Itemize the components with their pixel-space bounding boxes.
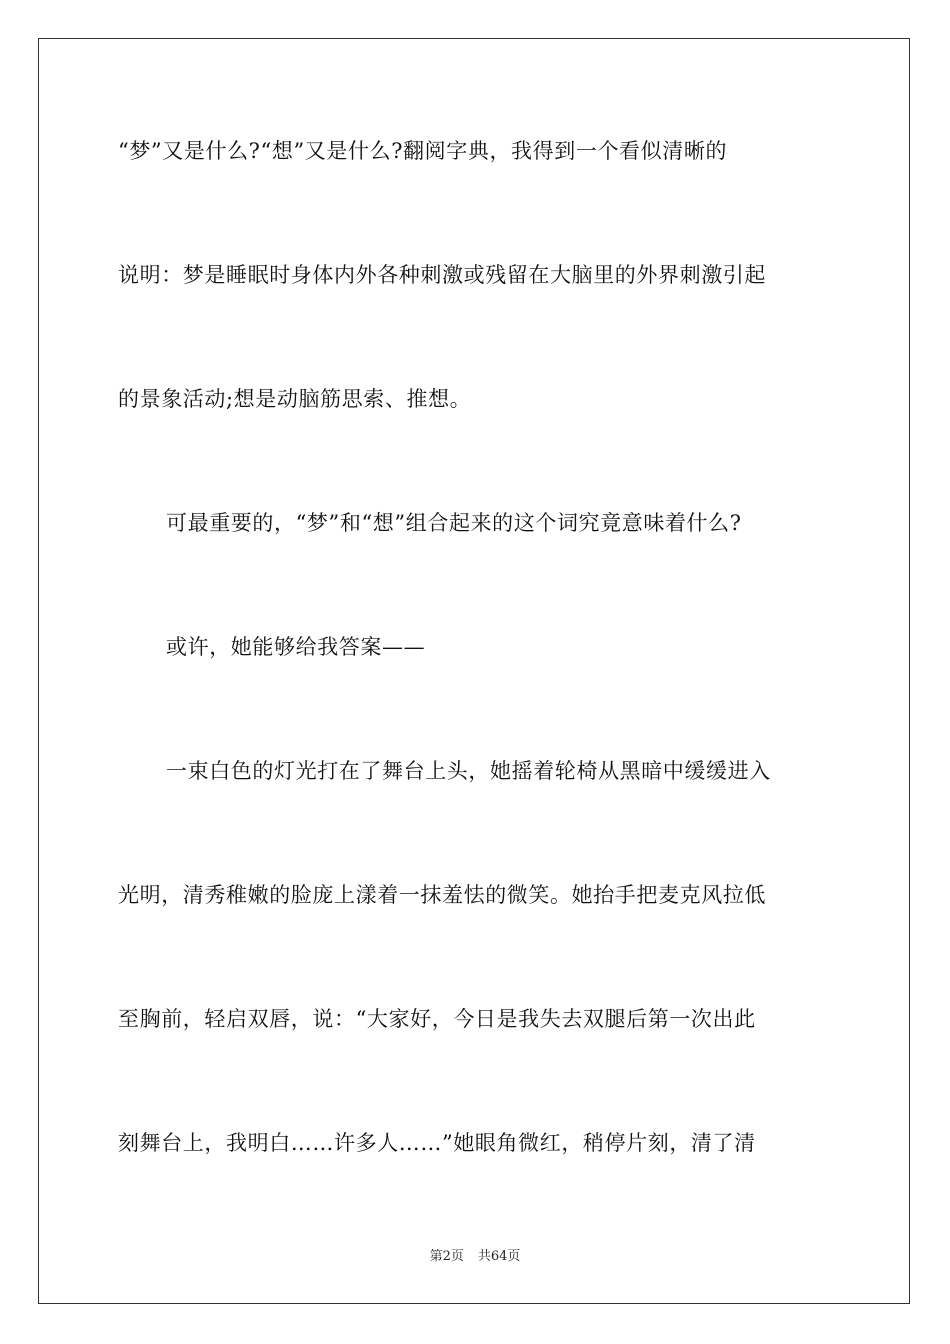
page-footer [0,1248,950,1266]
total-pages: 共64页 [477,1249,521,1264]
paragraph-start-line: 可最重要的，“梦”和“想”组合起来的这个词究竟意味着什么? [166,511,742,535]
page-border [38,38,910,1304]
text-line: 至胸前，轻启双唇，说：“大家好，今日是我失去双腿后第一次出此 [118,1007,756,1031]
page-number: 第2页 [429,1249,464,1264]
text-line: 说明：梦是睡眠时身体内外各种刺激或残留在大脑里的外界刺激引起 [118,263,766,287]
paragraph-start-line: 或许，她能够给我答案—— [166,635,426,659]
text-line: 光明，清秀稚嫩的脸庞上漾着一抹羞怯的微笑。她抬手把麦克风拉低 [118,883,766,907]
paragraph-start-line: 一束白色的灯光打在了舞台上头，她摇着轮椅从黑暗中缓缓进入 [166,759,771,783]
text-line: 的景象活动;想是动脑筋思索、推想。 [118,387,472,411]
text-line: 刻舞台上，我明白……许多人……”她眼角微红，稍停片刻，清了清 [118,1131,756,1155]
text-line: “梦”又是什么?“想”又是什么?翻阅字典，我得到一个看似清晰的 [118,139,728,163]
